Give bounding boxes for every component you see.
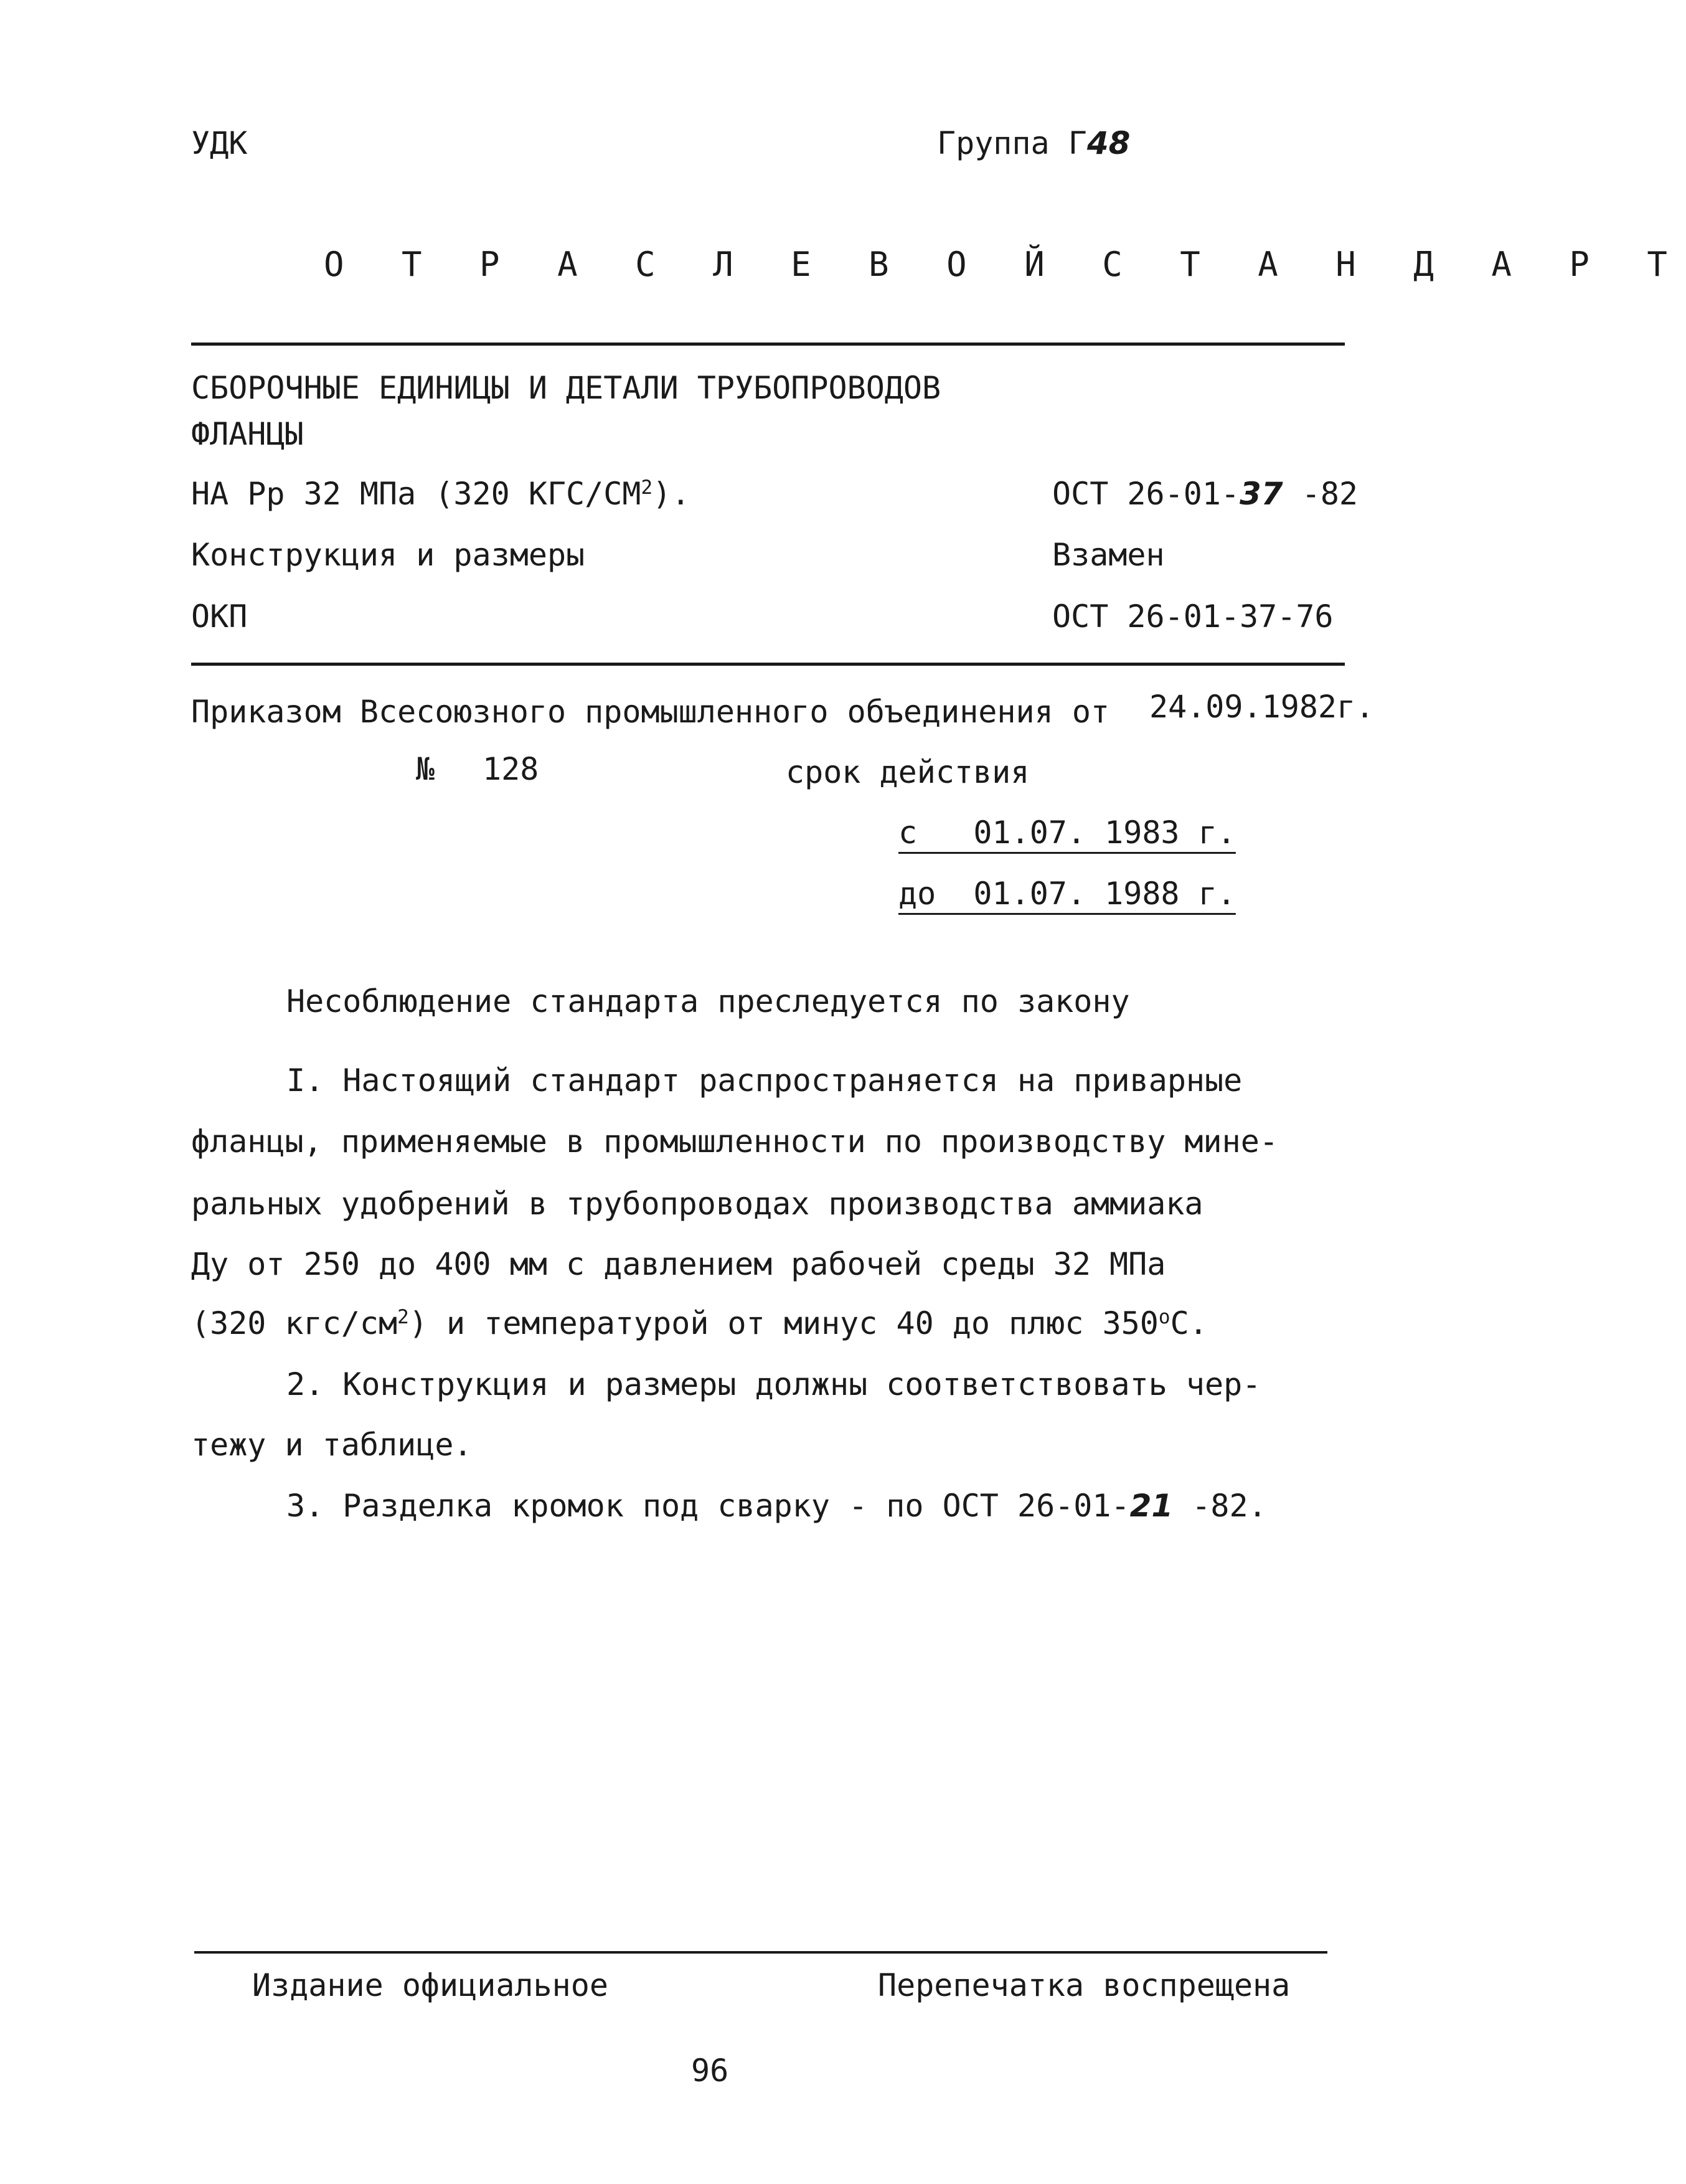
validity-from: с 01.07. 1983 г.	[898, 815, 1236, 851]
title-line-3-end: ).	[652, 476, 690, 512]
order-text: Приказом Всесоюзного промышленного объединения от	[191, 694, 1110, 730]
standard-designation	[1052, 476, 1359, 512]
order-number-sign: №	[416, 751, 435, 787]
clause-3-suffix: -82.	[1173, 1488, 1267, 1524]
validity-to: до 01.07. 1988 г.	[898, 876, 1236, 912]
footer-official-edition: Издание официальное	[252, 1967, 608, 2003]
title-line-3-main: НА Рр 32 МПа (320 КГС/СМ	[191, 476, 641, 512]
divider-top	[191, 343, 1345, 346]
document-type: О Т Р А С Л Е В О Й С Т А Н Д А Р Т	[324, 245, 1686, 284]
clause-1-line-4: Ду от 250 до 400 мм с давлением рабочей среды 32 МПа	[191, 1246, 1166, 1282]
clause-1-line-5-b: ) и температурой от минус 40 до плюс 350	[408, 1305, 1159, 1341]
group-code: 48	[1086, 125, 1131, 161]
clause-3	[286, 1488, 1267, 1524]
clause-1-line-5-c: С.	[1170, 1305, 1208, 1341]
clause-1-line-1: I. Настоящий стандарт распространяется на приварные	[286, 1062, 1243, 1099]
title-line-3	[191, 476, 690, 512]
title-line-3-sup: 2	[641, 476, 653, 499]
order-number: 128	[483, 751, 539, 787]
replaces-value: ОСТ 26-01-37-76	[1052, 598, 1334, 635]
divider-middle	[191, 663, 1345, 666]
legal-notice: Несоблюдение стандарта преследуется по закону	[286, 983, 1130, 1019]
udk-label: УДК	[191, 125, 248, 161]
title-line-2: ФЛАНЦЫ	[191, 416, 304, 452]
designation-prefix: ОСТ 26-01-	[1052, 476, 1240, 512]
title-line-1: СБОРОЧНЫЕ ЕДИНИЦЫ И ДЕТАЛИ ТРУБОПРОВОДОВ	[191, 370, 941, 406]
clause-2-line-2: тежу и таблице.	[191, 1427, 473, 1463]
designation-number: 37	[1240, 476, 1283, 512]
replaces-label: Взамен	[1052, 537, 1165, 573]
group-prefix: Группа Г	[937, 125, 1087, 161]
clause-1-line-5	[191, 1305, 1208, 1341]
clause-1-line-5-sup: 2	[397, 1305, 409, 1328]
divider-footer	[194, 1951, 1327, 1954]
title-line-4: Конструкция и размеры	[191, 537, 585, 573]
order-date: 24.09.1982г.	[1149, 689, 1375, 725]
designation-suffix: -82	[1283, 476, 1359, 512]
clause-1-line-2: фланцы, применяемые в промышленности по производству мине-	[191, 1123, 1278, 1160]
clause-2-line-1: 2. Конструкция и размеры должны соответствовать чер-	[286, 1366, 1261, 1402]
page-number: 96	[691, 2053, 729, 2089]
group-label	[937, 125, 1131, 161]
validity-label: срок действия	[786, 754, 1030, 790]
clause-3-number: 21	[1129, 1488, 1174, 1524]
clause-1-line-5-a: (320 кгс/см	[191, 1305, 398, 1341]
title-line-5: ОКП	[191, 598, 248, 635]
degree-mark: о	[1158, 1305, 1170, 1328]
footer-reprint-prohibited: Перепечатка воспрещена	[878, 1967, 1291, 2003]
clause-1-line-3: ральных удобрений в трубопроводах производства аммиака	[191, 1186, 1203, 1222]
clause-3-prefix: 3. Разделка кромок под сварку - по ОСТ 26-01-	[286, 1488, 1130, 1524]
